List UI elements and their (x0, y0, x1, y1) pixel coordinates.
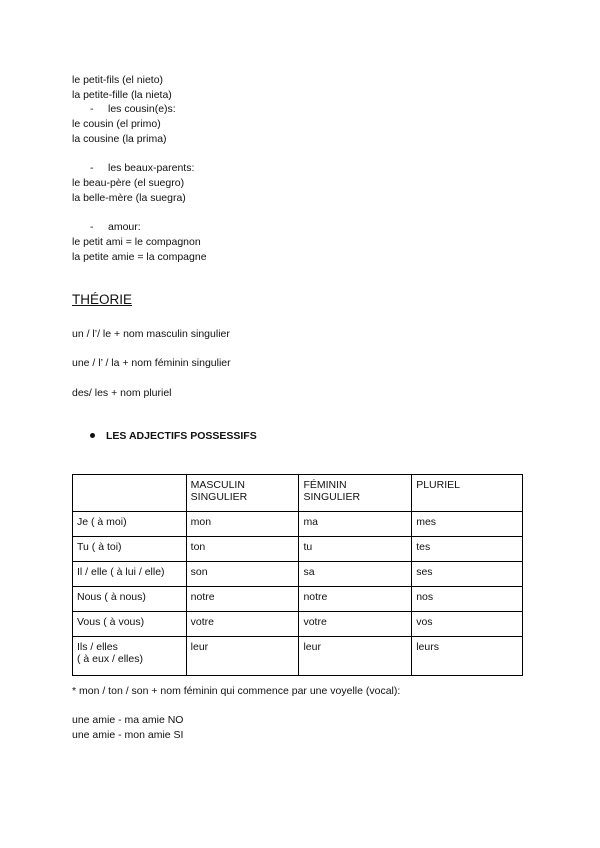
vocab-line: la petite amie = la compagne (72, 251, 207, 263)
table-cell: son (186, 562, 299, 587)
section-title-text: LES ADJECTIFS POSSESSIFS (106, 430, 257, 442)
possessives-section-title (90, 430, 257, 442)
table-cell: Je ( à moi) (73, 512, 187, 537)
table-cell: ses (412, 562, 523, 587)
table-cell: notre (186, 587, 299, 612)
table-cell: votre (186, 612, 299, 637)
table-cell: nos (412, 587, 523, 612)
dash-bullet: - (90, 221, 94, 233)
vocab-line: le beau-père (el suegro) (72, 177, 185, 189)
example-line: une amie - ma amie NO (72, 714, 184, 726)
table-cell: Vous ( à vous) (73, 612, 187, 637)
table-row (73, 587, 523, 612)
vocab-sublabel: les cousin(e)s: (108, 103, 176, 115)
table-cell: notre (299, 587, 412, 612)
table-cell: Nous ( à nous) (73, 587, 187, 612)
table-row (73, 612, 523, 637)
table-cell: ma (299, 512, 412, 537)
table-row (73, 512, 523, 537)
table-row (73, 562, 523, 587)
table-cell: MASCULIN SINGULIER (186, 475, 299, 512)
possessives-table (72, 474, 523, 676)
table-cell: PLURIEL (412, 475, 523, 512)
dash-bullet: - (90, 103, 94, 115)
vocab-sublabel: les beaux-parents: (108, 162, 195, 174)
table-cell (73, 475, 187, 512)
vocab-line: le cousin (el primo) (72, 118, 161, 130)
vocab-line: le petit-fils (el nieto) (72, 74, 164, 86)
vocab-line: la cousine (la prima) (72, 133, 167, 145)
theory-heading: THÉORIE (72, 292, 133, 307)
table-cell: leur (299, 637, 412, 676)
table-header-row (73, 475, 523, 512)
table-cell: Ils / elles ( à eux / elles) (73, 637, 187, 676)
table-cell: Il / elle ( à lui / elle) (73, 562, 187, 587)
table-cell: Tu ( à toi) (73, 537, 187, 562)
note-line: * mon / ton / son + nom féminin qui commence par une voyelle (vocal): (72, 685, 401, 697)
table-cell: tes (412, 537, 523, 562)
bullet-dot-icon (90, 433, 95, 438)
vocab-line: la petite-fille (la nieta) (72, 89, 172, 101)
table-cell: mon (186, 512, 299, 537)
vocab-line: la belle-mère (la suegra) (72, 192, 186, 204)
table-cell: leurs (412, 637, 523, 676)
table-row (73, 537, 523, 562)
rule-line: un / l’/ le + nom masculin singulier (72, 328, 230, 340)
table-cell: leur (186, 637, 299, 676)
table-cell: FÉMININ SINGULIER (299, 475, 412, 512)
dash-bullet: - (90, 162, 94, 174)
rule-line: une / l’ / la + nom féminin singulier (72, 357, 231, 369)
vocab-line: le petit ami = le compagnon (72, 236, 201, 248)
table-cell: sa (299, 562, 412, 587)
example-line: une amie - mon amie SI (72, 729, 184, 741)
table-cell: mes (412, 512, 523, 537)
vocab-sublabel: amour: (108, 221, 141, 233)
table-cell: ton (186, 537, 299, 562)
table-cell: votre (299, 612, 412, 637)
table-cell: vos (412, 612, 523, 637)
table-row (73, 637, 523, 676)
table-cell: tu (299, 537, 412, 562)
rule-line: des/ les + nom pluriel (72, 387, 172, 399)
